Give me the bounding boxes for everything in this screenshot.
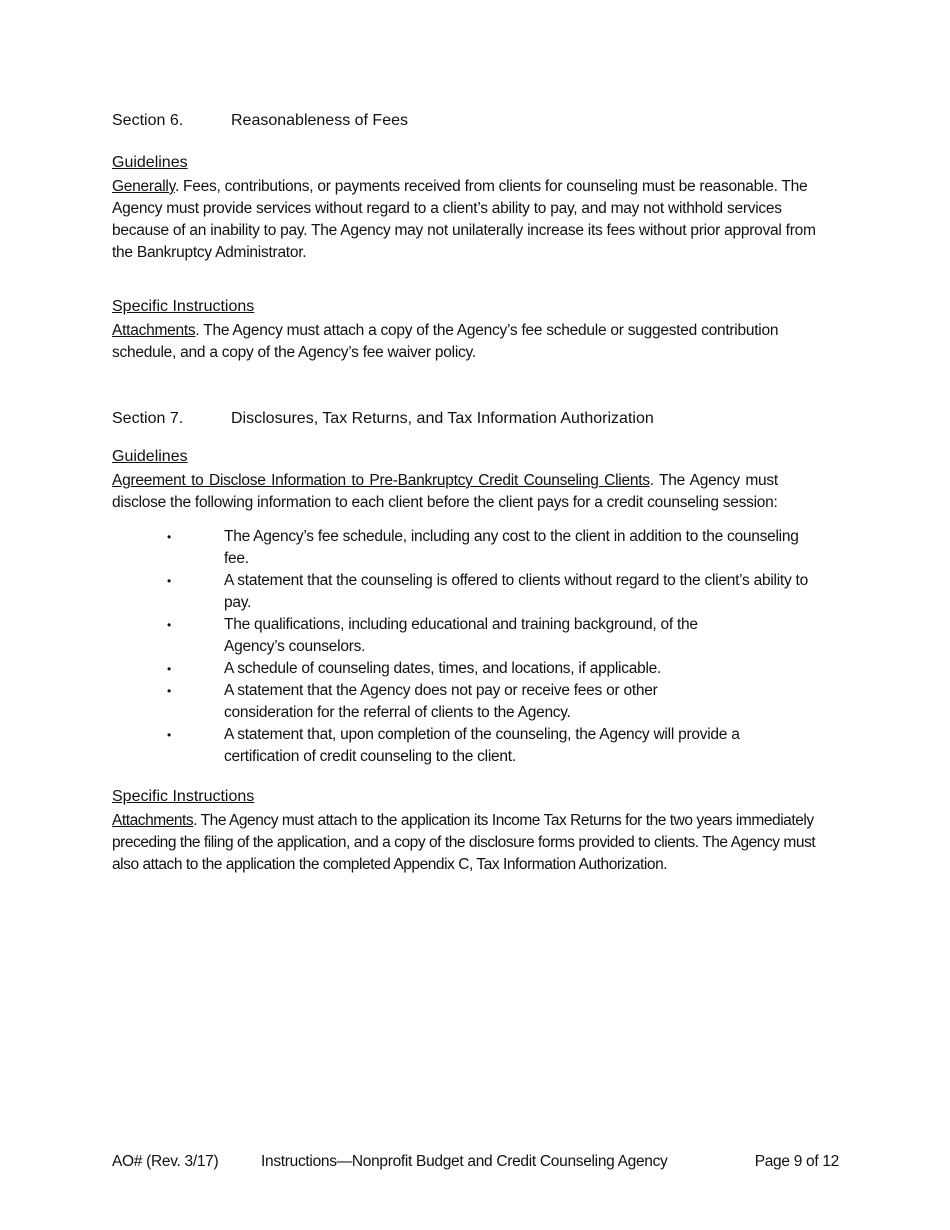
section-6-specific-instructions-heading: Specific Instructions — [112, 298, 255, 315]
section-6-attachments-paragraph — [112, 320, 824, 364]
footer-form-code: AO# (Rev. 3/17) — [112, 1153, 219, 1170]
section-7-number: Section 7. — [112, 410, 184, 427]
section-7-heading — [112, 408, 842, 430]
section-7-attachments-label: Attachments — [112, 812, 194, 829]
bullet-icon: • — [167, 728, 171, 742]
generally-label: Generally — [112, 178, 175, 195]
list-item: • The Agency’s fee schedule, including any cost to the client in addition to the counseling fee. — [167, 528, 799, 567]
section-6-attachments-label: Attachments — [112, 322, 196, 339]
bullet-icon: • — [167, 662, 171, 676]
agreement-label: Agreement to Disclose Information to Pre-Bankruptcy Credit Counseling Clients — [112, 472, 650, 489]
section-7-title: Disclosures, Tax Returns, and Tax Information Authorization — [231, 410, 654, 427]
section-6-generally-paragraph — [112, 176, 824, 264]
section-7-attachments-paragraph — [112, 810, 842, 876]
section-7-agreement-paragraph — [112, 470, 778, 514]
footer-page-number: Page 9 of 12 — [754, 1153, 839, 1170]
list-item: • A schedule of counseling dates, times, and locations, if applicable. — [112, 658, 817, 680]
bullet-icon: • — [167, 574, 171, 588]
section-6-title: Reasonableness of Fees — [231, 112, 408, 129]
bullet-icon: • — [167, 530, 171, 544]
section-7-specific-instructions-heading: Specific Instructions — [112, 788, 255, 805]
disclosure-bullet-list — [112, 526, 817, 768]
section-6-number: Section 6. — [112, 112, 184, 129]
section-7-attachments-text: . The Agency must attach to the application its Income Tax Returns for the two years immediately preceding the filing of the application, and a copy of the disclosure forms provided to clients. The Agency must also attach to the application the completed Appendix C, Tax Information Authorization. — [112, 812, 816, 873]
list-item: • A statement that the counseling is offered to clients without regard to the client’s ability to pay. — [167, 572, 808, 611]
section-7-guidelines-heading: Guidelines — [112, 448, 188, 465]
section-6-heading — [112, 110, 842, 132]
bullet-icon: • — [167, 684, 171, 698]
list-item: • A statement that the Agency does not pay or receive fees or other consideration for the referral of clients to the Agency. — [167, 682, 658, 721]
list-item: • The qualifications, including educational and training background, of the Agency’s counselors. — [167, 616, 698, 655]
section-6-guidelines-heading: Guidelines — [112, 154, 188, 171]
list-item: • A statement that, upon completion of the counseling, the Agency will provide a certification of credit counseling to the client. — [167, 726, 740, 765]
bullet-icon: • — [167, 618, 171, 632]
agreement-text: . The Agency must disclose the following information to each client before the client pays for a credit counseling session: — [112, 472, 778, 511]
footer-document-title: Instructions—Nonprofit Budget and Credit Counseling Agency — [261, 1153, 668, 1170]
document-page — [112, 110, 842, 876]
section-6-attachments-text: . The Agency must attach a copy of the Agency’s fee schedule or suggested contribution schedule, and a copy of the Agency’s fee waiver policy. — [112, 322, 779, 361]
page-footer — [112, 1151, 839, 1173]
generally-text: . Fees, contributions, or payments received from clients for counseling must be reasonable. The Agency must provide services without regard to a client’s ability to pay, and may not withhold services because of an inability to pay. The Agency may not unilaterally increase its fees without prior approval from the Bankruptcy Administrator. — [112, 178, 816, 261]
